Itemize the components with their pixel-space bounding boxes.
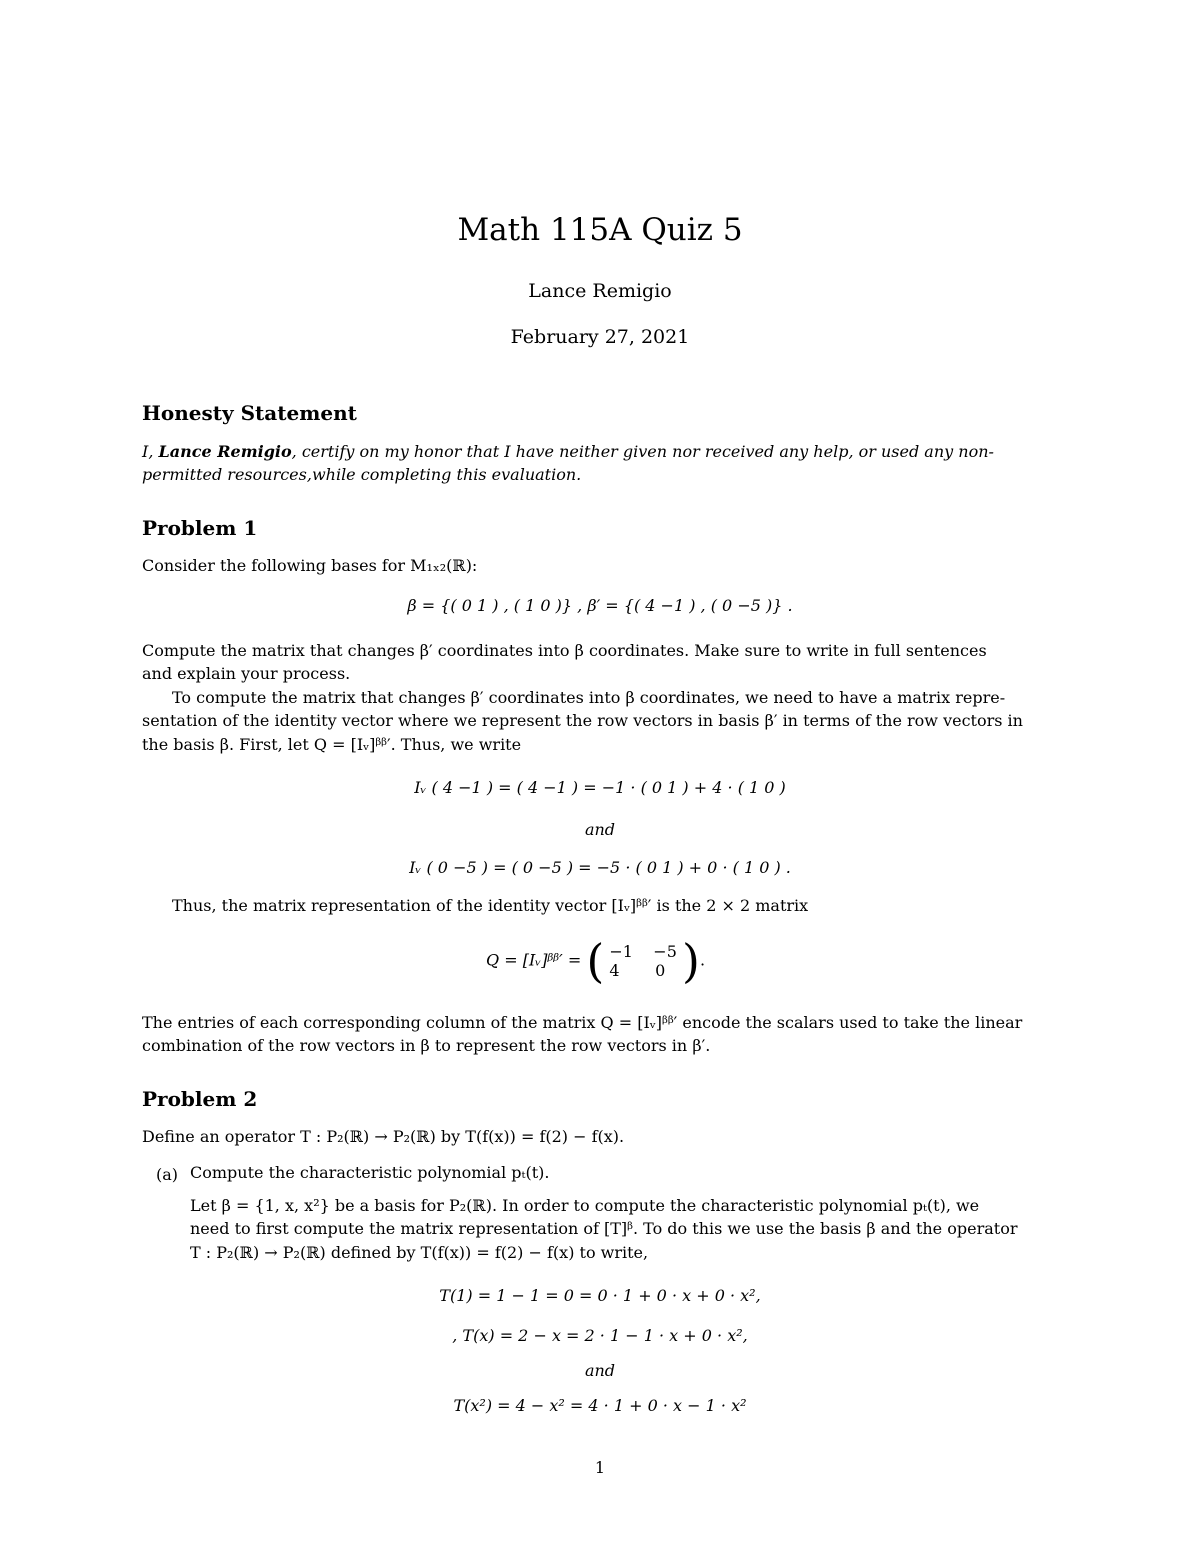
q-matrix-row-2: 4 0: [609, 961, 666, 980]
date: February 27, 2021: [510, 326, 690, 348]
problem1-answer-line-2: sentation of the identity vector where we represent the row vectors in basis β′ in terms of the row vectors in: [142, 711, 1023, 730]
problem2-part-a-text: Compute the characteristic polynomial pₜ(t).: [190, 1163, 550, 1182]
problem1-equation-1: Iᵥ ( 4 −1 ) = ( 4 −1 ) = −1 · ( 0 1 ) + 4 · ( 1 0 ): [414, 778, 786, 797]
problem1-answer-line-3: the basis β. First, let Q = [Iᵥ]ᵝᵝ′. Thus, we write: [142, 735, 522, 754]
problem1-q-matrix-equation: Q = [Iᵥ]ᵝᵝ′ = ( −1 −5 4 0 ).: [486, 934, 706, 988]
q-equation-left: Q = [Iᵥ]ᵝᵝ′ =: [486, 950, 582, 970]
problem2-t3-equation: T(x²) = 4 − x² = 4 · 1 + 0 · x − 1 · x²: [453, 1396, 747, 1415]
problem1-equation-2: Iᵥ ( 0 −5 ) = ( 0 −5 ) = −5 · ( 0 1 ) + 0 · ( 1 0 ) .: [409, 858, 791, 877]
problem1-and-1: and: [584, 820, 616, 839]
honesty-line-2: permitted resources,while completing this evaluation.: [142, 465, 582, 484]
honesty-heading: Honesty Statement: [142, 401, 357, 425]
problem1-thus-line: Thus, the matrix representation of the identity vector [Iᵥ]ᵝᵝ′ is the 2 × 2 matrix: [172, 896, 809, 915]
problem2-intro: Define an operator T : P₂(ℝ) → P₂(ℝ) by T(f(x)) = f(2) − f(x).: [142, 1127, 625, 1146]
q-matrix-row-1: −1 −5: [609, 942, 677, 961]
problem2-t1-equation: T(1) = 1 − 1 = 0 = 0 · 1 + 0 · x + 0 · x²,: [439, 1286, 761, 1305]
q-matrix: [609, 942, 677, 980]
problem1-bases-equation: β = {( 0 1 ) , ( 1 0 )} , β′ = {( 4 −1 ) , ( 0 −5 )} .: [407, 596, 793, 615]
honesty-line-1: [142, 440, 994, 464]
problem2-a-line-2: need to first compute the matrix representation of [T]ᵝ. To do this we use the basis β and the operator: [190, 1219, 1018, 1238]
problem1-intro: Consider the following bases for M₁ₓ₂(ℝ):: [142, 556, 478, 575]
page-number: 1: [594, 1458, 606, 1477]
honesty-name: Lance Remigio: [158, 442, 292, 461]
problem1-answer-line-1: To compute the matrix that changes β′ coordinates into β coordinates, we need to have a matrix repre-: [172, 688, 1006, 707]
problem1-prompt-line-2: and explain your process.: [142, 664, 351, 683]
problem2-a-line-3: T : P₂(ℝ) → P₂(ℝ) defined by T(f(x)) = f(2) − f(x) to write,: [190, 1243, 649, 1262]
problem2-t2-equation: , T(x) = 2 − x = 2 · 1 − 1 · x + 0 · x²,: [452, 1326, 748, 1345]
honesty-prefix: I,: [142, 442, 159, 461]
problem1-prompt-line-1: Compute the matrix that changes β′ coordinates into β coordinates. Make sure to write in full sentences: [142, 641, 987, 660]
author: Lance Remigio: [528, 280, 672, 302]
problem1-heading: Problem 1: [142, 516, 258, 540]
problem2-and-2: and: [584, 1361, 616, 1380]
document-title: Math 115A Quiz 5: [457, 212, 743, 248]
problem2-a-line-1: Let β = {1, x, x²} be a basis for P₂(ℝ). In order to compute the characteristic polynomial pₜ(t), we: [190, 1196, 980, 1215]
problem2-heading: Problem 2: [142, 1087, 258, 1111]
problem1-entries-line-1: The entries of each corresponding column of the matrix Q = [Iᵥ]ᵝᵝ′ encode the scalars used to take the linear: [142, 1013, 1023, 1032]
honesty-suffix: , certify on my honor that I have neither given nor received any help, or used any non-: [291, 442, 994, 461]
problem2-part-a-label: (a): [156, 1165, 179, 1184]
problem1-entries-line-2: combination of the row vectors in β to represent the row vectors in β′.: [142, 1036, 711, 1055]
